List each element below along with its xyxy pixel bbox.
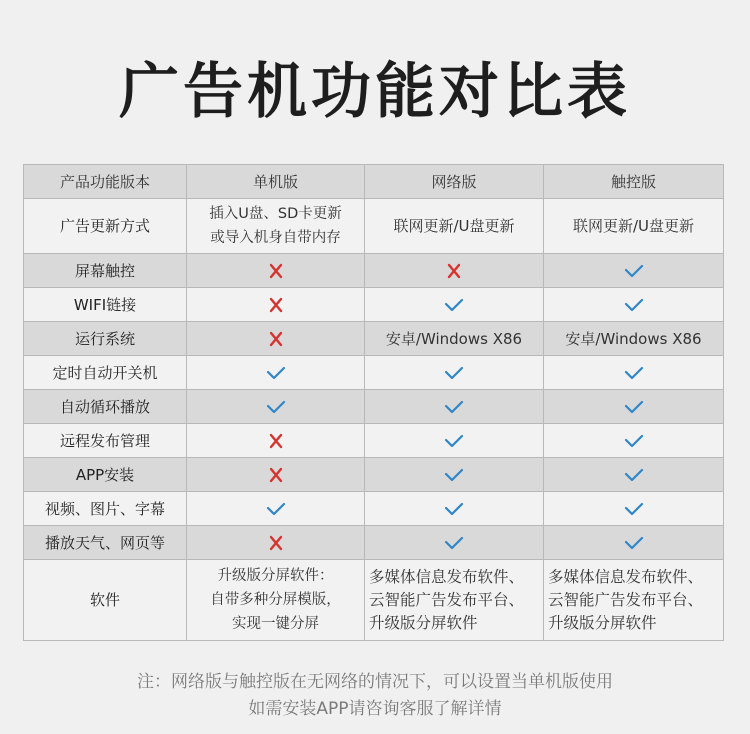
table-header-row — [24, 165, 724, 199]
check-icon — [624, 466, 644, 484]
table-row — [24, 254, 724, 288]
check-icon — [266, 398, 286, 416]
table-row — [24, 526, 724, 560]
table-cell — [365, 254, 544, 288]
check-icon — [624, 500, 644, 518]
table-cell — [187, 492, 365, 526]
table-cell — [187, 526, 365, 560]
check-icon — [624, 364, 644, 382]
check-icon — [444, 500, 464, 518]
table-cell — [544, 390, 724, 424]
cross-icon — [266, 432, 286, 450]
feature-label: APP安装 — [24, 458, 187, 492]
table-cell: 联网更新/U盘更新 — [365, 199, 544, 254]
table-cell — [187, 390, 365, 424]
table-cell — [365, 560, 544, 641]
table-cell — [187, 560, 365, 641]
feature-label: 播放天气、网页等 — [24, 526, 187, 560]
feature-label: 定时自动开关机 — [24, 356, 187, 390]
feature-label: 自动循环播放 — [24, 390, 187, 424]
table-cell — [187, 458, 365, 492]
table-cell — [544, 458, 724, 492]
check-icon — [624, 262, 644, 280]
table-cell — [544, 254, 724, 288]
cell-line: 云智能广告发布平台、 — [548, 590, 704, 609]
table-row — [24, 458, 724, 492]
table-cell — [365, 492, 544, 526]
table-cell — [187, 322, 365, 356]
feature-label: 远程发布管理 — [24, 424, 187, 458]
cell-line: 插入U盘、SD卡更新 — [209, 206, 342, 222]
cell-line: 或导入机身自带内存 — [210, 230, 341, 246]
cross-icon — [266, 534, 286, 552]
comparison-table — [23, 164, 724, 641]
table-cell — [187, 424, 365, 458]
check-icon — [444, 432, 464, 450]
cross-icon — [266, 296, 286, 314]
cell-line: 自带多种分屏模版， — [210, 592, 341, 608]
cell-line: 升级版分屏软件： — [217, 568, 334, 584]
check-icon — [624, 432, 644, 450]
check-icon — [266, 500, 286, 518]
check-icon — [624, 534, 644, 552]
table-row — [24, 322, 724, 356]
cell-line: 多媒体信息发布软件、 — [369, 567, 525, 586]
check-icon — [444, 534, 464, 552]
table-cell: 安卓/Windows X86 — [544, 322, 724, 356]
table-cell: 联网更新/U盘更新 — [544, 199, 724, 254]
header-touch: 触控版 — [544, 165, 724, 199]
feature-label: 屏幕触控 — [24, 254, 187, 288]
table-cell — [544, 526, 724, 560]
table-cell — [187, 288, 365, 322]
table-cell — [365, 526, 544, 560]
table-row — [24, 199, 724, 254]
table-row — [24, 492, 724, 526]
cross-icon — [266, 262, 286, 280]
check-icon — [444, 296, 464, 314]
footnote-line-1: 注：网络版与触控版在无网络的情况下，可以设置当单机版使用 — [137, 672, 613, 692]
table-cell — [187, 356, 365, 390]
table-cell — [365, 458, 544, 492]
cell-line: 实现一键分屏 — [232, 616, 319, 632]
cross-icon — [444, 262, 464, 280]
page-title: 广告机功能对比表 — [119, 57, 631, 127]
check-icon — [624, 296, 644, 314]
table-cell — [365, 356, 544, 390]
table-cell — [544, 288, 724, 322]
check-icon — [624, 398, 644, 416]
table-row — [24, 390, 724, 424]
header-feature: 产品功能版本 — [24, 165, 187, 199]
table-row — [24, 560, 724, 641]
cell-line: 升级版分屏软件 — [548, 613, 657, 632]
feature-label: 软件 — [24, 560, 187, 641]
table-cell — [544, 560, 724, 641]
cross-icon — [266, 330, 286, 348]
table-cell — [544, 424, 724, 458]
table-cell — [544, 356, 724, 390]
footnote-line-2: 如需安装APP请咨询客服了解详情 — [248, 699, 502, 719]
table-cell — [544, 492, 724, 526]
feature-label: 广告更新方式 — [24, 199, 187, 254]
table-row — [24, 424, 724, 458]
table-cell — [365, 424, 544, 458]
cell-line: 多媒体信息发布软件、 — [548, 567, 704, 586]
table-row — [24, 356, 724, 390]
feature-label: WIFI链接 — [24, 288, 187, 322]
feature-label: 视频、图片、字幕 — [24, 492, 187, 526]
check-icon — [444, 364, 464, 382]
check-icon — [266, 364, 286, 382]
table-cell — [365, 390, 544, 424]
header-standalone: 单机版 — [187, 165, 365, 199]
table-cell — [365, 288, 544, 322]
table-cell: 安卓/Windows X86 — [365, 322, 544, 356]
check-icon — [444, 466, 464, 484]
table-row — [24, 288, 724, 322]
cell-line: 升级版分屏软件 — [369, 613, 478, 632]
cell-line: 云智能广告发布平台、 — [369, 590, 525, 609]
check-icon — [444, 398, 464, 416]
feature-label: 运行系统 — [24, 322, 187, 356]
cross-icon — [266, 466, 286, 484]
header-network: 网络版 — [365, 165, 544, 199]
table-cell — [187, 199, 365, 254]
table-cell — [187, 254, 365, 288]
